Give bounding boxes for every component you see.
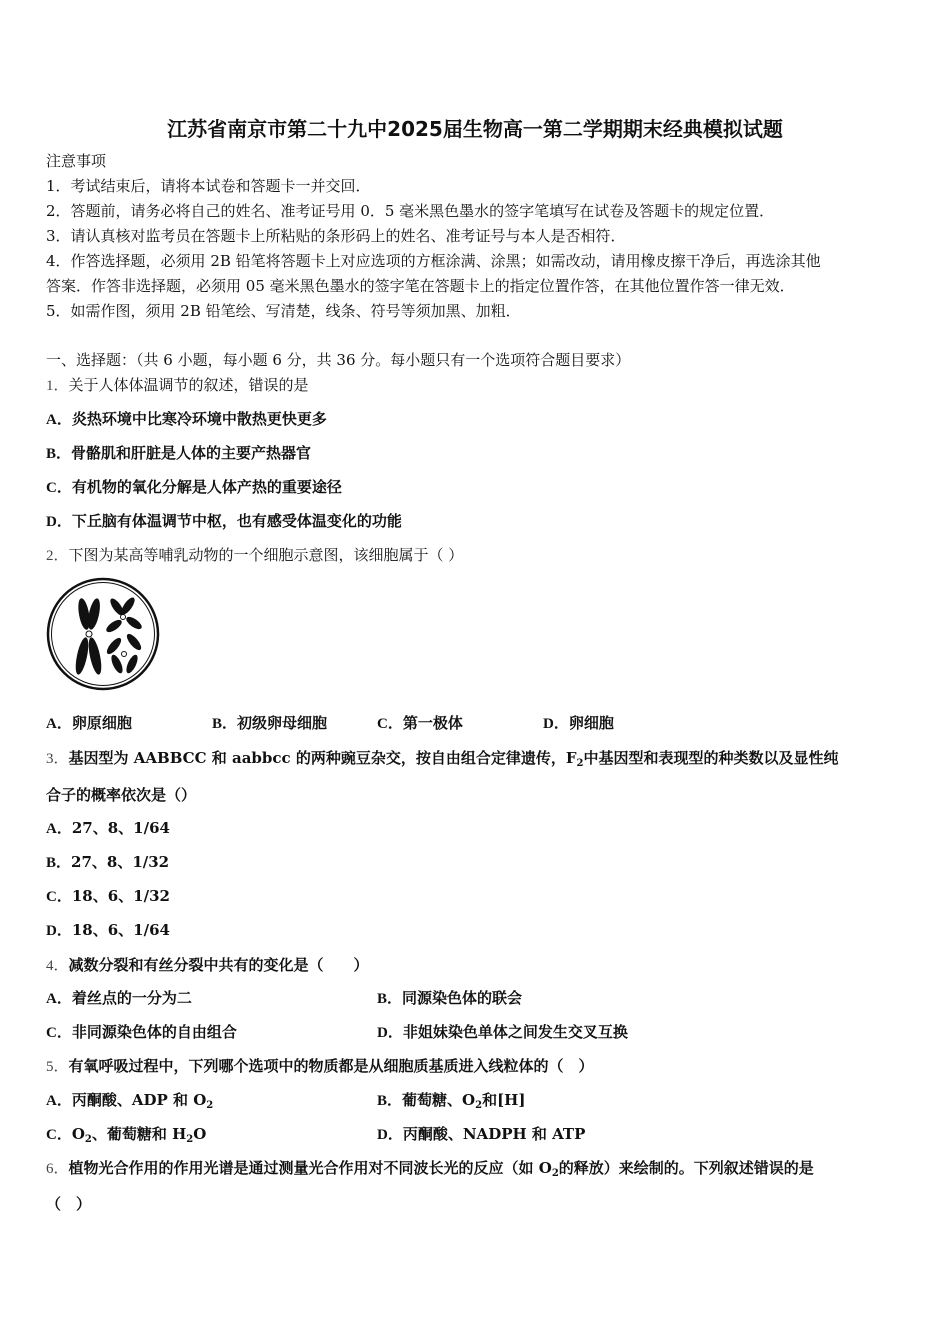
cell-diagram [44,576,164,692]
question-stem: 减数分裂和有丝分裂中共有的变化是（ ） [68,956,369,974]
notice-item: 4．作答选择题，必须用 2B 铅笔将答题卡上对应选项的方框涂满、涂黑；如需改动，请用橡皮擦干净后，再选涂其他 [46,252,821,270]
question-number: 6． [46,1161,69,1177]
q2-option-b[interactable]: B．初级卵母细胞 [212,714,328,732]
page-title: 江苏省南京市第二十九中2025届生物高一第二学期期末经典模拟试题 [167,117,783,141]
question-stem: 下图为某高等哺乳动物的一个细胞示意图，该细胞属于（ ） [68,546,464,564]
q5-option-b[interactable]: B．葡萄糖、$O_2$和[H] [377,1091,526,1111]
notice-heading: 注意事项 [46,152,107,170]
q3-option-c[interactable]: C．18、6、1/32 [46,887,170,905]
q1-option-c[interactable]: C．有机物的氧化分解是人体产热的重要途径 [46,478,342,496]
question-6: 6．植物光合作用的作用光谱是通过测量光合作用对不同波长光的反应（如 $O_2$的释放）来绘制的。下列叙述错误的是 [46,1159,814,1179]
q5-option-c[interactable]: C．$O_2$、葡萄糖和 $H_2O$ [46,1125,207,1145]
q4-option-c[interactable]: C．非同源染色体的自由组合 [46,1023,237,1041]
q5-option-a[interactable]: A．丙酮酸、ADP 和 $O_2$ [46,1091,214,1111]
question-stem: 关于人体体温调节的叙述，错误的是 [68,376,309,394]
q3-option-b[interactable]: B．27、8、1/32 [46,853,170,871]
q1-option-a[interactable]: A．炎热环境中比寒冷环境中散热更快更多 [46,410,327,428]
q3-option-d[interactable]: D．18、6、1/64 [46,921,170,939]
centromere [121,615,126,620]
notice-item: 3．请认真核对监考员在答题卡上所粘贴的条形码上的姓名、准考证号与本人是否相符． [46,227,626,245]
q3-option-a[interactable]: A．27、8、1/64 [46,819,170,837]
notice-item: 5．如需作图，须用 2B 铅笔绘、写清楚，线条、符号等须加黑、加粗． [46,302,521,320]
q2-option-a[interactable]: A．卵原细胞 [46,714,132,732]
q1-option-b[interactable]: B．骨骼肌和肝脏是人体的主要产热器官 [46,444,312,462]
q4-option-b[interactable]: B．同源染色体的联会 [377,989,523,1007]
q2-option-c[interactable]: C．第一极体 [377,714,463,732]
section-heading: 一、选择题：（共 6 小题，每小题 6 分，共 36 分。每小题只有一个选项符合题目要求） [46,351,631,369]
question-1 [46,375,309,396]
question-4 [46,955,369,976]
q4-option-d[interactable]: D．非姐妹染色单体之间发生交叉互换 [377,1023,628,1041]
q2-option-d[interactable]: D．卵细胞 [543,714,614,732]
q1-option-d[interactable]: D．下丘脑有体温调节中枢，也有感受体温变化的功能 [46,512,402,530]
question-3-continued: 合子的概率依次是（） [46,786,197,804]
question-number: 3． [46,751,69,767]
question-number: 1． [46,378,69,394]
question-2 [46,545,463,566]
question-5 [46,1056,594,1077]
question-6-continued: （ ） [46,1195,92,1213]
notice-item: 答案．作答非选择题，必须用 05 毫米黑色墨水的签字笔在答题卡上的指定位置作答，在其他位置作答一律无效． [46,277,795,295]
cell-membrane [48,579,158,689]
question-stem: 有氧呼吸过程中，下列哪个选项中的物质都是从细胞质基质进入线粒体的（ ） [68,1057,594,1075]
notice-item: 1．考试结束后，请将本试卷和答题卡一并交回． [46,177,371,195]
question-number: 2． [46,548,69,564]
q4-option-a[interactable]: A．着丝点的一分为二 [46,989,192,1007]
question-3: 3．基因型为 AABBCC 和 aabbcc 的两种豌豆杂交，按自由组合定律遗传，$F_2$中基因型和表现型的种类数以及显性纯 [46,749,839,769]
question-number: 4． [46,958,69,974]
centromere [86,631,92,637]
notice-item: 2．答题前，请务必将自己的姓名、准考证号用 0．5 毫米黑色墨水的签字笔填写在试卷及答题卡的规定位置． [46,202,775,220]
question-number: 5． [46,1059,69,1075]
q5-option-d[interactable]: D．丙酮酸、NADPH 和 ATP [377,1125,586,1143]
centromere [122,652,127,657]
